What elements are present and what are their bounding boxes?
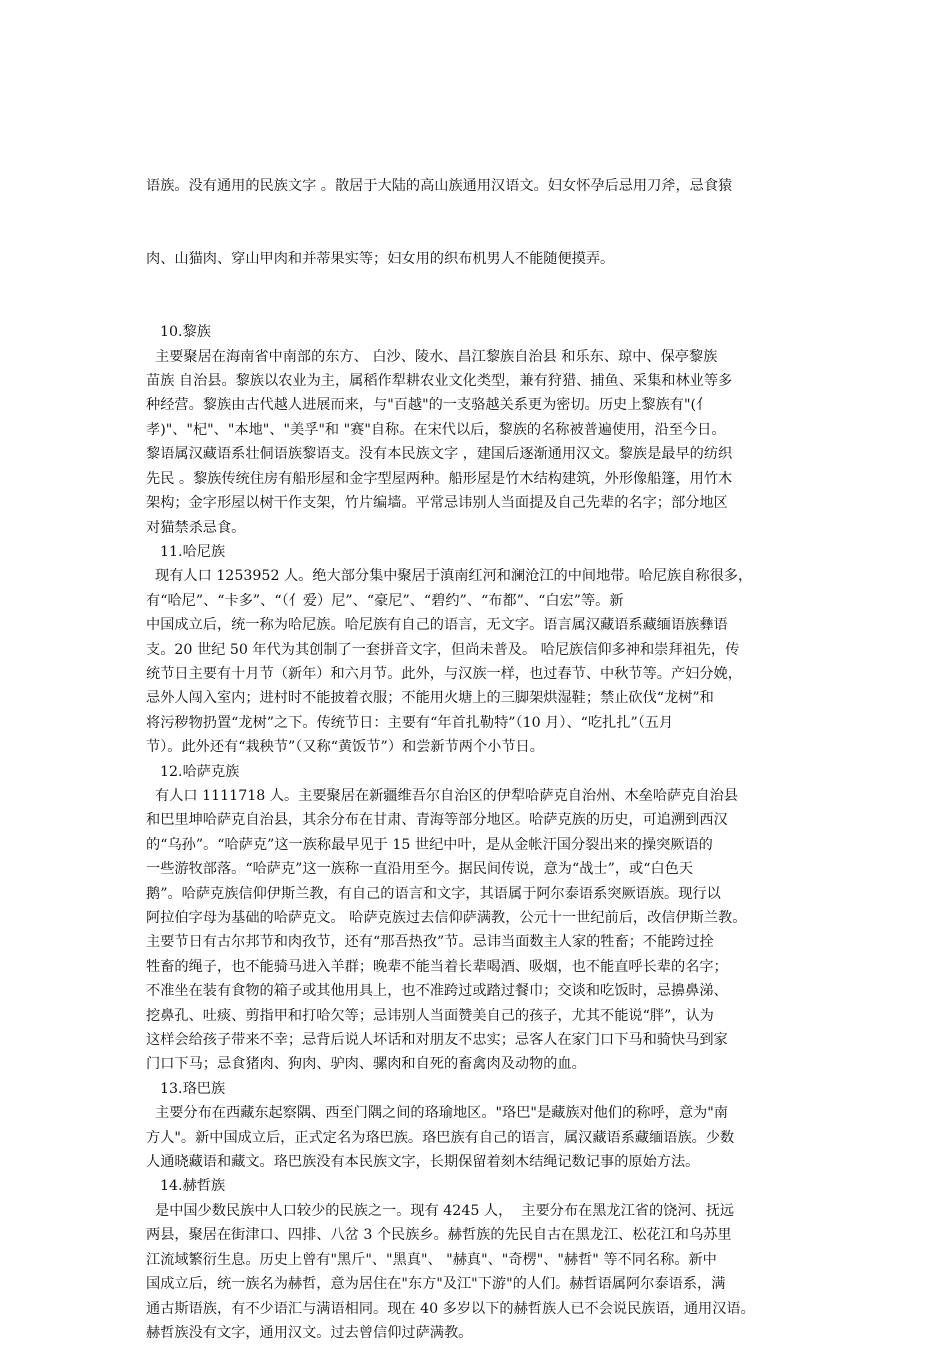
text-line: 一些游牧部落。“哈萨克”这一族称一直沿用至今。据民间传说，意为“战士”，或“白色天: [146, 861, 694, 878]
text-line: 现有人口 1253952 人。绝大部分集中聚居于滇南红河和澜沧江的中间地带。哈尼族自称很多，: [146, 568, 753, 585]
text-line: 牲畜的绳子，也不能骑马进入羊群；晚辈不能当着长辈喝酒、吸烟，也不能直呼长辈的名字；: [146, 958, 728, 975]
text-line: 的“乌孙”。“哈萨克”这一族称最早见于 15 世纪中叶，是从金帐汗国分裂出来的操突厥语的: [146, 836, 713, 853]
text-line: 主要分布在西藏东起察隅、西至门隅之间的珞瑜地区。"珞巴"是藏族对他们的称呼，意为"南: [146, 1105, 728, 1122]
text-line: 挖鼻孔、吐痰、剪指甲和打哈欠等；忌讳别人当面赞美自己的孩子，尤其不能说“胖”，认为: [146, 1007, 714, 1024]
text-line: 语族。没有通用的民族文字 。散居于大陆的高山族通用汉语文。妇女怀孕后忌用刀斧，忌食猿: [146, 177, 733, 194]
text-line: 架构；金字形屋以树干作支架，竹片编墙。平常忌讳别人当面提及自己先辈的名字；部分地区: [146, 495, 728, 512]
text-line: 通古斯语族，有不少语汇与满语相同。现在 40 多岁以下的赫哲族人已不会说民族语，通用汉语。: [146, 1300, 755, 1317]
section-heading: 14.赫哲族: [160, 1178, 226, 1195]
text-line: 这样会给孩子带来不幸；忌背后说人坏话和对朋友不忠实；忌客人在家门口下马和骑快马到家: [146, 1032, 728, 1049]
text-line: 有“哈尼”、“卡多”、“（亻爱）尼”、“豪尼”、“碧约”、“布都”、“白宏”等。新: [146, 592, 624, 609]
section-heading: 10.黎族: [160, 324, 211, 341]
text-line: 和巴里坤哈萨克自治县，其余分布在甘肃、青海等部分地区。哈萨克族的历史，可追溯到西汉: [146, 812, 728, 829]
text-line: 门口下马；忌食猪肉、狗肉、驴肉、骡肉和自死的畜禽肉及动物的血。: [146, 1056, 586, 1073]
text-line: 两县，聚居在街津口、四排、八岔 3 个民族乡。赫哲族的先民自古在黑龙江、松花江和乌苏里: [146, 1227, 732, 1244]
section-paragraph: [146, 564, 814, 759]
text-line: 统节日主要有十月节（新年）和六月节。此外，与汉族一样，也过春节、中秋节等。产妇分娩，: [146, 665, 742, 682]
section-heading: 11.哈尼族: [160, 543, 226, 560]
sections-container: [146, 320, 814, 1345]
section-paragraph: [146, 1199, 814, 1345]
text-line: 国成立后，统一族名为赫哲，意为居住在"东方"及江"下游"的人们。赫哲语属阿尔泰语系，满: [146, 1276, 726, 1293]
section-heading: 12.哈萨克族: [160, 763, 240, 780]
text-line: 方人"。新中国成立后，正式定名为珞巴族。珞巴族有自己的语言，属汉藏语系藏缅语族。少数: [146, 1129, 735, 1146]
text-line: 孝)"、"杞"、"本地"、"美孚"和 "赛"自称。在宋代以后，黎族的名称被普遍使用，沿至今日。: [146, 421, 726, 438]
text-line: 苗族 自治县。黎族以农业为主，属稻作犁耕农业文化类型，兼有狩猎、捕鱼、采集和林业等多: [146, 373, 733, 390]
text-line: 节）。此外还有“栽秧节”（又称“黄饭节”）和尝新节两个小节日。: [146, 739, 544, 756]
intro-paragraph: [146, 125, 814, 320]
text-line: 不准坐在装有食物的箱子或其他用具上，也不准跨过或踏过餐巾；交谈和吃饭时，忌擤鼻涕、: [146, 983, 728, 1000]
section-paragraph: [146, 345, 814, 540]
text-line: 先民 。黎族传统住房有船形屋和金字型屋两种。船形屋是竹木结构建筑，外形像船篷，用竹木: [146, 470, 733, 487]
section-paragraph: [146, 784, 814, 1077]
text-line: 主要聚居在海南省中南部的东方、 白沙、陵水、昌江黎族自治县 和乐东、琼中、保亭黎族: [146, 348, 718, 365]
document-page: [146, 125, 814, 1345]
text-line: 主要节日有古尔邦节和肉孜节，还有“那吾热孜”节。忌讳当面数主人家的牲畜；不能跨过拴: [146, 934, 714, 951]
text-line: 鹅”。哈萨克族信仰伊斯兰教，有自己的语言和文字，其语属于阿尔泰语系突厥语族。现行以: [146, 885, 721, 902]
text-line: 肉、山猫肉、穿山甲肉和并蒂果实等；妇女用的织布机男人不能随便摸弄。: [146, 251, 615, 268]
text-line: 人通晓藏语和藏文。珞巴族没有本民族文字，长期保留着刻木结绳记数记事的原始方法。: [146, 1154, 700, 1171]
text-line: 将污秽物扔置“龙树”之下。传统节日：主要有“年首扎勒特”（10 月）、“吃扎扎”（五月: [146, 714, 674, 731]
text-line: 有人口 1111718 人。主要聚居在新疆维吾尔自治区的伊犁哈萨克自治州、木垒哈萨克自治县: [146, 787, 738, 804]
section-paragraph: [146, 1101, 814, 1174]
text-line: 黎语属汉藏语系壮侗语族黎语支。没有本民族文字 ，建国后逐渐通用汉文。黎族是最早的纺织: [146, 446, 733, 463]
text-line: 种经营。黎族由古代越人进展而来，与"百越"的一支骆越关系更为密切。历史上黎族有"(亻: [146, 397, 711, 414]
text-line: 对猫禁杀忌食。: [146, 519, 246, 536]
text-line: 中国成立后，统一称为哈尼族。哈尼族有自己的语言，无文字。语言属汉藏语系藏缅语族彝语: [146, 617, 728, 634]
text-line: 江流域繁衍生息。历史上曾有"黑斤"、"黑真"、 "赫真"、"奇楞"、"赫哲" 等不同名称。新中: [146, 1251, 717, 1268]
text-line: 阿拉伯字母为基础的哈萨克文。 哈萨克族过去信仰萨满教，公元十一世纪前后，改信伊斯兰教。: [146, 910, 747, 926]
text-line: 赫哲族没有文字，通用汉文。过去曾信仰过萨满教。: [146, 1324, 473, 1341]
text-line: 是中国少数民族中人口较少的民族之一。现有 4245 人， 主要分布在黑龙江省的饶河、抚远: [146, 1202, 735, 1219]
text-line: 忌外人闯入室内；进村时不能披着衣服；不能用火塘上的三脚架烘湿鞋；禁止砍伐“龙树”和: [146, 690, 714, 707]
text-line: 支。20 世纪 50 年代为其创制了一套拼音文字，但尚未普及。 哈尼族信仰多神和崇拜祖先，传: [146, 641, 740, 658]
section-heading: 13.珞巴族: [160, 1080, 226, 1097]
